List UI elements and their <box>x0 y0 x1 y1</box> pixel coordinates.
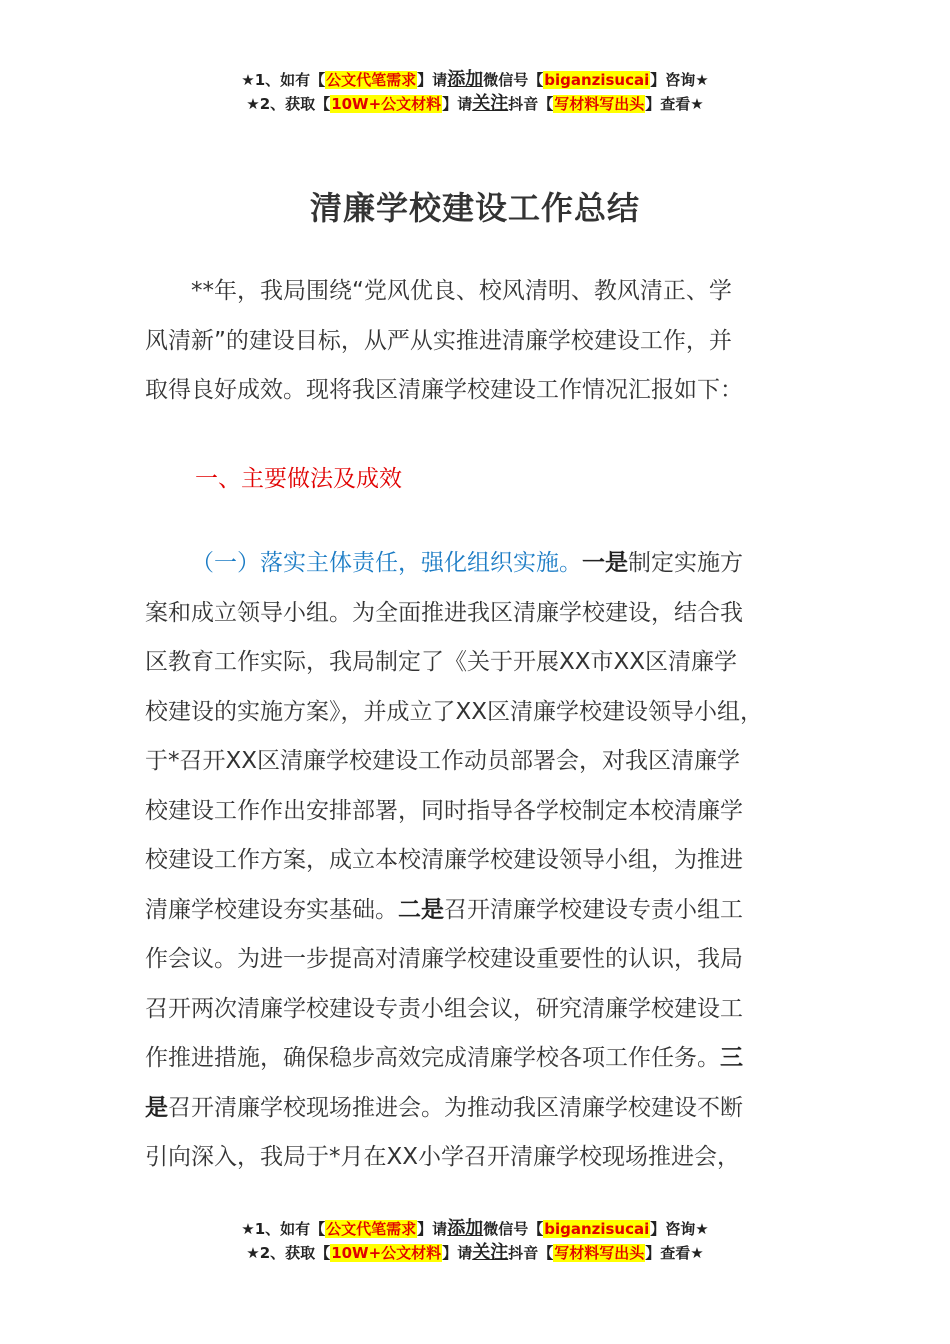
banner-line-2 <box>0 92 950 116</box>
banner-line-2 <box>0 1241 950 1265</box>
text-line <box>145 539 835 589</box>
banner-highlight: biganzisucai <box>544 1220 650 1238</box>
text-span: 制定实施方 <box>628 550 743 576</box>
bold-marker: 三 <box>720 1045 743 1071</box>
bold-marker: 二是 <box>398 896 444 923</box>
banner-emphasis: 添加 <box>447 1218 484 1239</box>
banner-line-1 <box>0 1217 950 1241</box>
text-line: 区教育工作实际，我局制定了《关于开展XX市XX区清廉学 <box>145 649 738 675</box>
banner-text: ★2、获取【 <box>246 95 331 113</box>
banner-highlight: 10W+公文材料 <box>331 95 442 113</box>
text-span: 召开清廉学校建设专责小组工 <box>444 896 743 923</box>
text-line: 校建设的实施方案》，并成立了XX区清廉学校建设领导小组， <box>145 698 764 725</box>
banner-text: 】咨询★ <box>650 71 709 89</box>
intro-paragraph <box>145 267 835 416</box>
text-line: 校建设工作作出安排部署，同时指导各学校制定本校清廉学 <box>145 797 743 824</box>
section-paragraph <box>145 539 835 1183</box>
text-line: **年，我局围绕“党风优良、校风清明、教风清正、学 <box>145 278 732 304</box>
text-line <box>145 1034 835 1084</box>
subheading: （一）落实主体责任，强化组织实施。 <box>191 550 582 576</box>
banner-text: 】查看★ <box>645 1244 704 1262</box>
banner-text: ★1、如有【 <box>241 1220 326 1238</box>
banner-highlight: 10W+公文材料 <box>331 1244 442 1262</box>
banner-text: 】请 <box>417 71 448 89</box>
banner-highlight: 写材料写出头 <box>554 95 645 113</box>
text-line: 引向深入，我局于*月在XX小学召开清廉学校现场推进会， <box>145 1144 741 1170</box>
banner-emphasis: 关注 <box>472 93 509 114</box>
text-line: 案和成立领导小组。为全面推进我区清廉学校建设，结合我 <box>145 599 743 626</box>
footer-banner <box>0 1217 950 1265</box>
text-line <box>145 1084 835 1134</box>
text-span: 召开清廉学校现场推进会。为推动我区清廉学校建设不断 <box>168 1094 743 1121</box>
banner-text: 微信号【 <box>483 1220 544 1238</box>
banner-text: 】请 <box>442 95 473 113</box>
banner-line-1 <box>0 68 950 92</box>
banner-text: 】请 <box>417 1220 448 1238</box>
bold-marker: 是 <box>145 1094 168 1121</box>
text-line: 召开两次清廉学校建设专责小组会议，研究清廉学校建设工 <box>145 995 743 1022</box>
banner-text: 微信号【 <box>483 71 544 89</box>
banner-text: 】查看★ <box>645 95 704 113</box>
banner-emphasis: 关注 <box>472 1242 509 1263</box>
banner-highlight: 公文代笔需求 <box>326 1220 417 1238</box>
header-banner <box>0 68 950 116</box>
banner-text: 】请 <box>442 1244 473 1262</box>
text-line: 校建设工作方案，成立本校清廉学校建设领导小组，为推进 <box>145 847 743 873</box>
banner-text: 抖音【 <box>508 95 554 113</box>
bold-marker: 一是 <box>582 550 628 576</box>
banner-text: 】咨询★ <box>650 1220 709 1238</box>
banner-highlight: 公文代笔需求 <box>326 71 417 89</box>
banner-highlight: biganzisucai <box>544 71 650 89</box>
banner-highlight: 写材料写出头 <box>554 1244 645 1262</box>
banner-text: ★2、获取【 <box>246 1244 331 1262</box>
text-span: 清廉学校建设夯实基础。 <box>145 896 398 923</box>
banner-emphasis: 添加 <box>447 69 484 90</box>
banner-text: 抖音【 <box>508 1244 554 1262</box>
section-heading: 一、主要做法及成效 <box>195 466 402 492</box>
text-line: 风清新”的建设目标，从严从实推进清廉学校建设工作，并 <box>145 327 732 354</box>
text-span: 作推进措施，确保稳步高效完成清廉学校各项工作任务。 <box>145 1045 720 1071</box>
banner-text: ★1、如有【 <box>241 71 326 89</box>
document-title: 清廉学校建设工作总结 <box>309 189 640 227</box>
text-line: 取得良好成效。现将我区清廉学校建设工作情况汇报如下： <box>145 377 743 403</box>
text-line: 于*召开XX区清廉学校建设工作动员部署会，对我区清廉学 <box>145 748 741 774</box>
text-line <box>145 886 835 936</box>
text-line: 作会议。为进一步提高对清廉学校建设重要性的认识，我局 <box>145 946 743 972</box>
